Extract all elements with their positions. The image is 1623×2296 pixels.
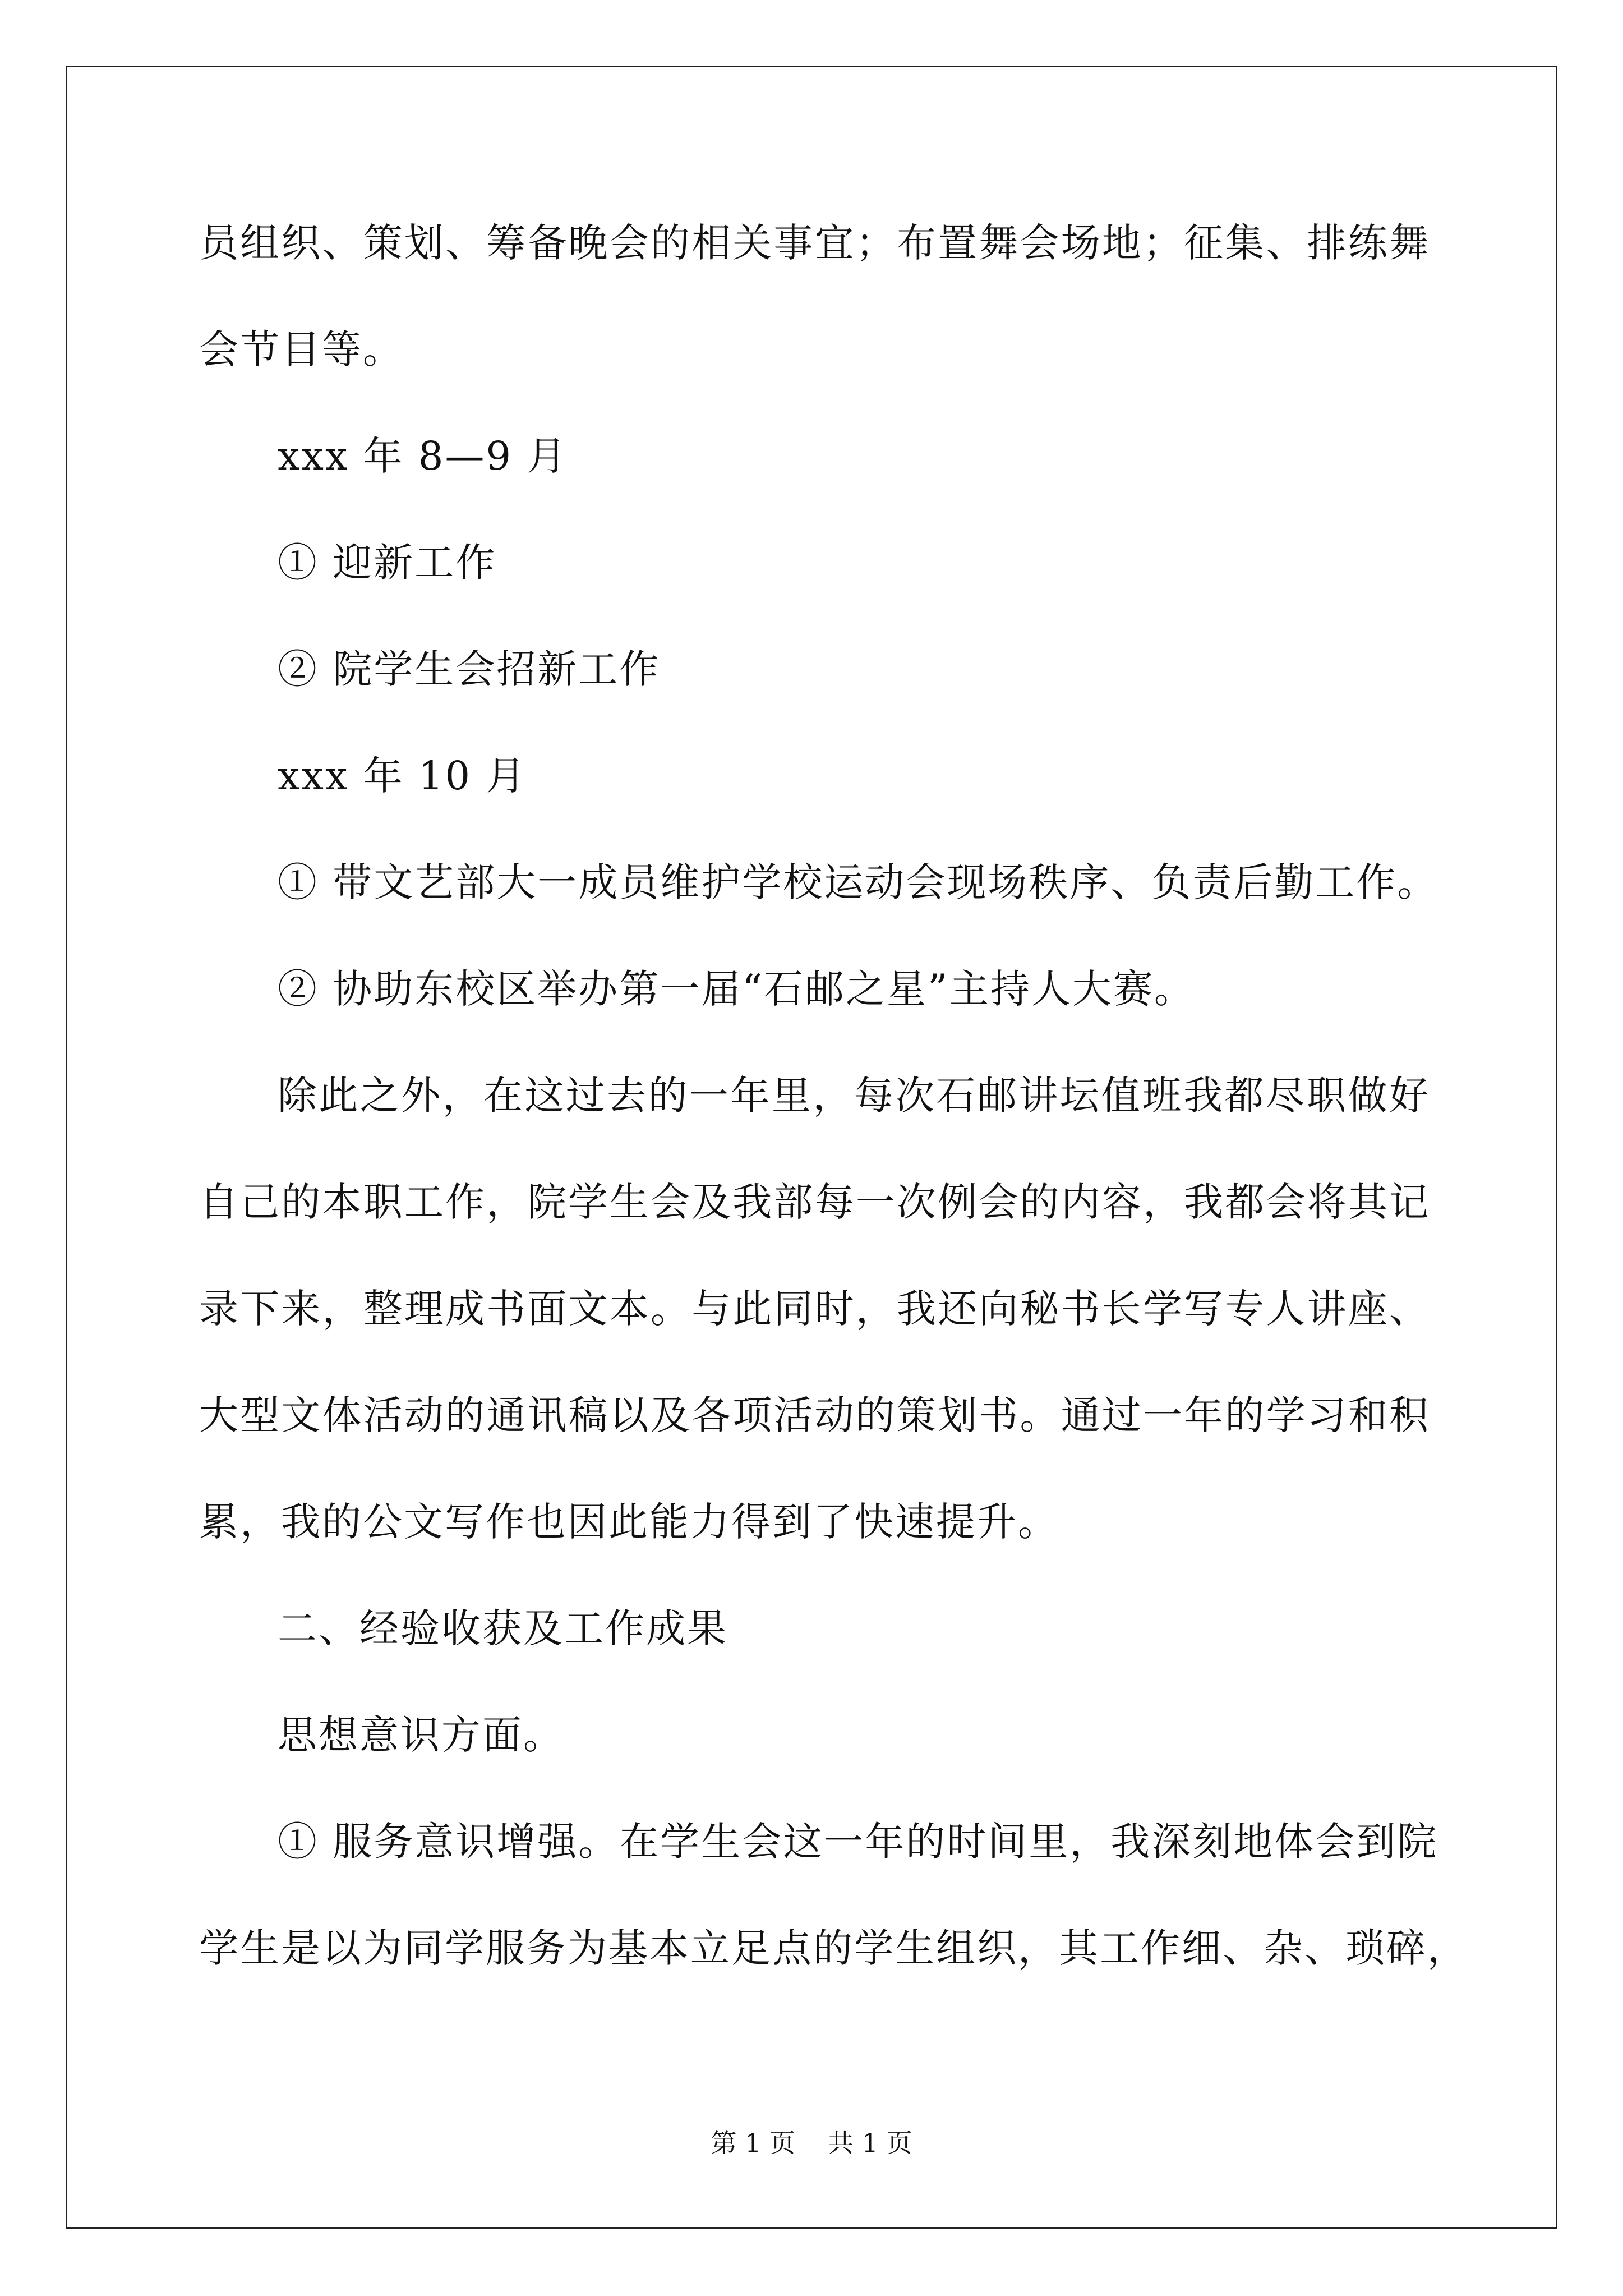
paragraph-line: 大型文体活动的通讯稿以及各项活动的策划书。通过一年的学习和积 [199,1392,1430,1438]
date-heading: xxx 年 10 月 [278,753,527,799]
list-item: ① 迎新工作 [278,540,497,586]
paragraph-line: 员组织、策划、筹备晚会的相关事宜；布置舞会场地；征集、排练舞 [199,220,1430,266]
list-item: ② 院学生会招新工作 [278,646,661,692]
subsection-heading: 思想意识方面。 [278,1712,564,1758]
list-item: ① 服务意识增强。在学生会这一年的时间里，我深刻地体会到院 [278,1819,1438,1865]
date-heading: xxx 年 8—9 月 [278,433,568,479]
paragraph-line: 会节目等。 [199,326,404,372]
paragraph-line: 除此之外，在这过去的一年里，每次石邮讲坛值班我都尽职做好 [278,1073,1430,1119]
paragraph-line: 录下来，整理成书面文本。与此同时，我还向秘书长学写专人讲座、 [199,1286,1430,1332]
paragraph-line: 学生是以为同学服务为基本立足点的学生组织，其工作细、杂、琐碎， [199,1925,1468,1971]
page-number: 第 1 页 [711,2128,795,2158]
list-item: ① 带文艺部大一成员维护学校运动会现场秩序、负责后勤工作。 [278,859,1438,905]
list-item: ② 协助东校区举办第一届“石邮之星”主持人大赛。 [278,966,1195,1012]
paragraph-line: 累，我的公文写作也因此能力得到了快速提升。 [199,1499,1059,1545]
document-body [199,216,1468,2028]
paragraph-line: 自己的本职工作，院学生会及我部每一次例会的内容，我都会将其记 [199,1179,1430,1225]
page-total: 共 1 页 [828,2128,912,2158]
section-heading: 二、经验收获及工作成果 [278,1605,728,1651]
page-footer [0,2126,1623,2160]
